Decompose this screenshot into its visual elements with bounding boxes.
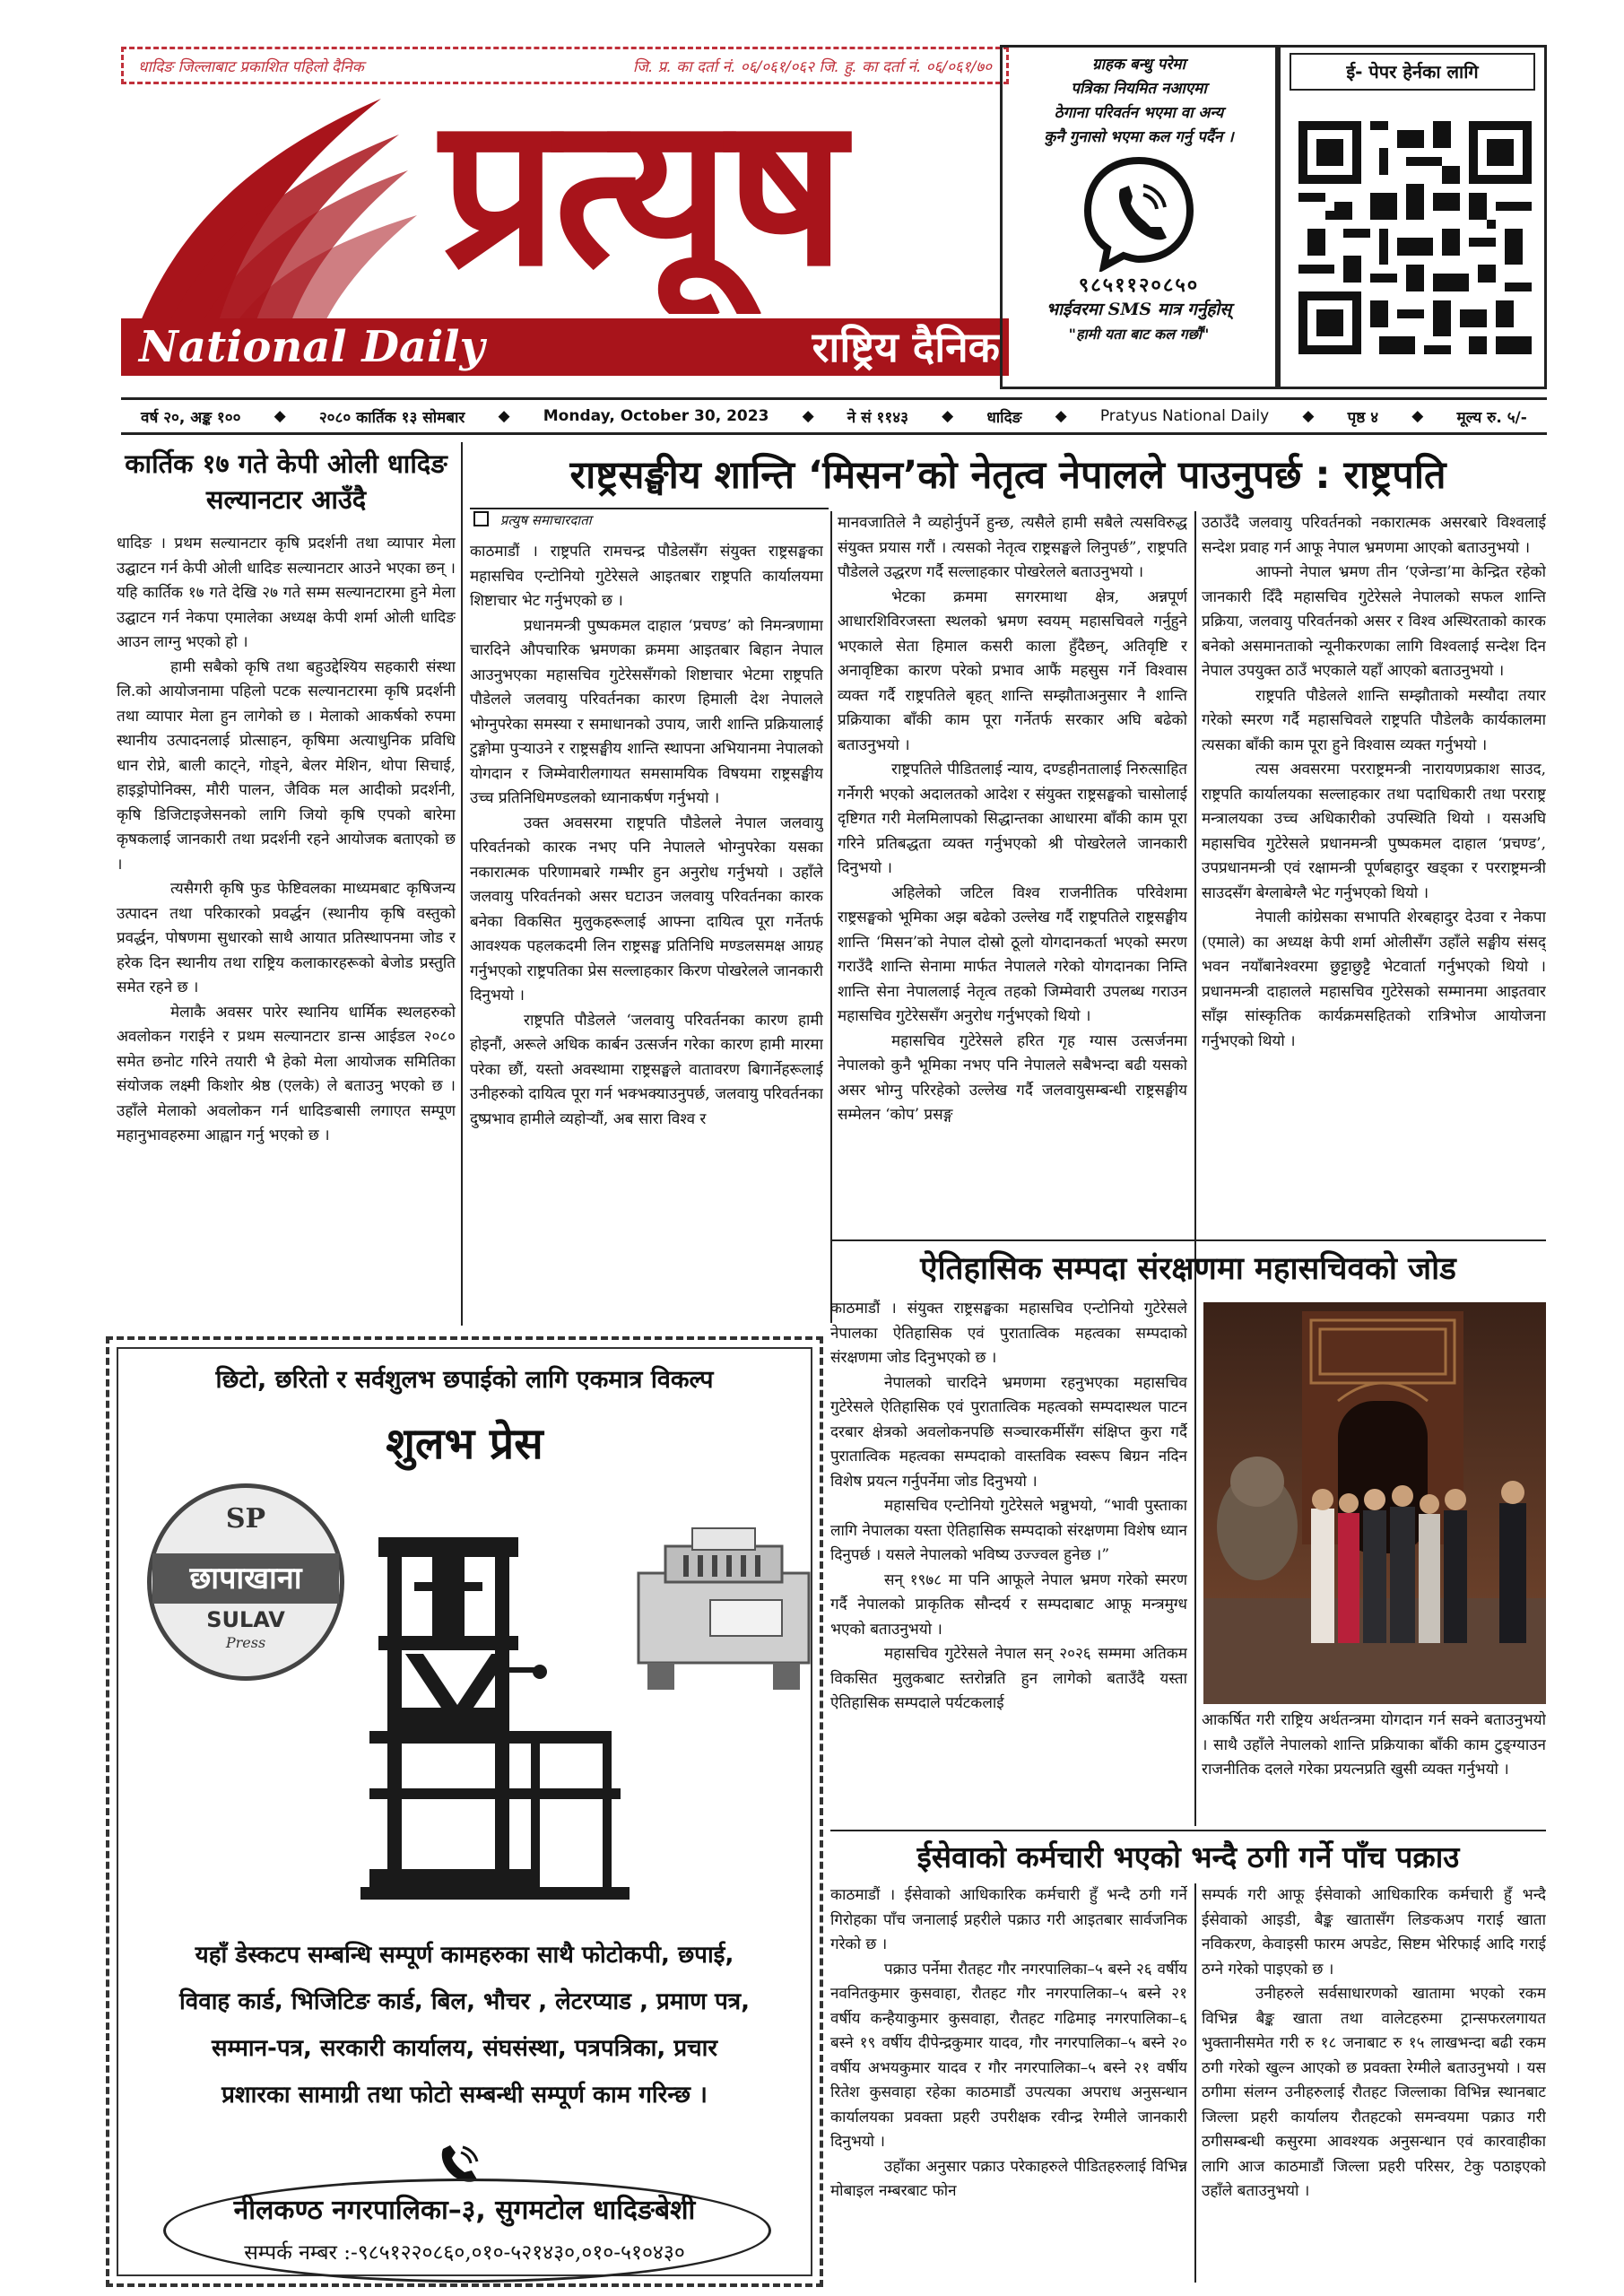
notice-sms: भाईवरमा SMS मात्र गर्नुहोस्: [1046, 300, 1232, 319]
main-story-col3: [1202, 511, 1546, 1326]
paragraph: सम्पर्क गरी आफू ईसेवाको आधिकारिक कर्मचारी हुँ भन्दै ईसेवाको आइडी, बैङ्क खातासँग लिङकअप गराई खाता नविकरण, केवाइसी फारम अपडेट, सिष्टम भेरिफाई आदि गराई ठग्ने गरेको पाइएको छ ।: [1202, 1886, 1546, 1979]
paragraph: पक्राउ पर्नेमा रौतहट गौर नगरपालिका–५ बस्ने २६ वर्षीय नवनितकुमार कुसवाहा, रौतहट गौर नगरपालिका–५ बस्ने २१ वर्षीय कन्हैयाकुमार कुसवाहा, रौतहट गढिमाइ नगरपालिका–६ बस्ने १९ वर्षीय दीपेन्द्रकुमार यादव, गौर नगरपालिका–५ बस्ने २० वर्षीय अभयकुमार यादव र गौर नगरपालिका–५ बस्ने २१ वर्षीय रितेश कुसवाहा रहेका काठमाडौं उपत्यका अपराध अनुसन्धान कार्यालयका प्रवक्ता प्रहरी उपरीक्षक रवीन्द्र रेग्मीले जानकारी दिनुभयो ।: [830, 1960, 1187, 2151]
headline-rule: [470, 508, 829, 509]
regline-right: जि. प्र. का दर्ता नं. ०६/०६१/०६२ जि. हु. का दर्ता नं. ०६/०६१/७०: [632, 57, 992, 76]
paragraph: काठमाडौं । ईसेवाको आधिकारिक कर्मचारी हुँ भन्दै ठगी गर्ने गिरोहका पाँच जनालाई प्रहरीले पक्राउ गरी आइतबार सार्वजनिक गरेको छ ।: [830, 1886, 1187, 1953]
column-divider: [1194, 1297, 1196, 1826]
dateline-price: मूल्य रु. ५/-: [1456, 408, 1527, 427]
dateline-bs-date: २०८० कार्तिक १३ सोमबार: [318, 408, 465, 427]
press-logo: [147, 1483, 344, 1681]
photo-illustration: [1203, 1302, 1546, 1704]
masthead-logo: [121, 73, 1009, 378]
ad-body-line: विवाह कार्ड, भिजिटिङ कार्ड, बिल, भौचर , लेटरप्याड , प्रमाण पत्र,: [179, 1988, 750, 2015]
heritage-photo: [1203, 1302, 1546, 1704]
paragraph: महासचिव गुटेरेसले नेपाल सन् २०२६ सम्ममा अतिकम विकसित मुलुकबाट स्तरोन्नति हुन लागेको बताउँदै यस्ता ऐतिहासिक सम्पदाले पर्यटकलाई: [830, 1645, 1187, 1712]
paragraph: त्यसैगरी कृषि फुड फेष्टिवलका माध्यमबाट कृषिजन्य उत्पादन तथा परिकारको प्रवर्द्धन (स्थानीय कृषि वस्तुको प्रवर्द्धन, पोषणमा सुधारको साथै आयात प्रतिस्थापनमा जोड र हरेक दिन स्थानीय तथा राष्ट्रिय कलाकारहरूको बेजोड प्रस्तुति समेत रहने छ ।: [117, 880, 456, 996]
notice-line: ठेगाना परिवर्तन भएमा वा अन्य: [1054, 104, 1224, 122]
dateline-paper-name: Pratyus National Daily: [1099, 407, 1270, 425]
dateline-place: धादिङ: [986, 408, 1022, 427]
notice-phone: ९८५११२०८५०: [1078, 274, 1200, 297]
printing-press-illustration: [334, 1519, 656, 1914]
paragraph: महासचिव एन्टोनियो गुटेरेसले भन्नुभयो, “भावी पुस्ताका लागि नेपालका यस्ता ऐतिहासिक सम्पदाको संरक्षणमा विशेष ध्यान दिनुपर्छ । यसले नेपालको भविष्य उज्ज्वल हुनेछ ।”: [830, 1497, 1187, 1564]
fraud-headline: ईसेवाको कर्मचारी भएको भन्दै ठगी गर्ने पाँच पक्राउ: [916, 1839, 1460, 1874]
offset-machine-illustration: [630, 1519, 818, 1699]
main-story-col1: [470, 540, 823, 1326]
notice-line: ग्राहक बन्धु परेमा: [1092, 56, 1185, 74]
paragraph: अहिलेको जटिल विश्व राजनीतिक परिवेशमा राष्ट्रसङ्घको भूमिका अझ बढेको उल्लेख गर्दै राष्ट्रपतिले राष्ट्रसङ्घीय शान्ति ‘मिसन’को नेपाल दोस्रो ठूलो योगदानकर्ता भएको स्मरण गराउँदै शान्ति सेनामा मार्फत नेपालले गरेको योगदानका निम्ति शान्ति सेना नेपाललाई नेतृत्व तहको जिम्मेवारी उपलब्ध गराउन महासचिव गुटेरेससँग अनुरोध गर्नुभएको थियो ।: [838, 883, 1187, 1025]
sulav-press-ad: [106, 1336, 823, 2287]
left-story-body: [117, 532, 456, 1319]
paragraph: त्यस अवसरमा परराष्ट्रमन्त्री नारायणप्रकाश साउद, राष्ट्रपति कार्यालयका सल्लाहकार तथा पदाधिकारी तथा परराष्ट्र मन्त्रालयका उच्च अधिकारीको उपस्थिति थियो । यसअघि महासचिव गुटेरेसले प्रधानमन्त्री पुष्पकमल दाहाल ‘प्रचण्ड’, उपप्रधानमन्त्री एवं रक्षामन्त्री पूर्णबहादुर खड्का र परराष्ट्रमन्त्री साउदसँग बेग्लाबेग्लै भेट गर्नुभएको थियो ।: [1202, 761, 1546, 902]
paragraph: राष्ट्रपतिले पीडितलाई न्याय, दण्डहीनतालाई निरुत्साहित गर्नेगरी भएको अदालतको आदेश र संयुक्त राष्ट्रसङ्घको चासोलाई दृष्टिगत गरी मेलमिलापको सिद्धान्तका आधारमा बाँकी काम पूरा गरिने प्रतिबद्धता व्यक्त गर्नुभएको श्री पोखरेलले जानकारी दिनुभयो ।: [838, 761, 1187, 877]
paragraph: आफ्नो नेपाल भ्रमण तीन ‘एजेन्डा’मा केन्द्रित रहेको जानकारी दिँदै महासचिव गुटेरेसले नेपालको सफल शान्ति प्रक्रिया, जलवायु परिवर्तनको असर र विश्व अस्थिरताको कारक बनेको असमानताको न्यूनीकरणका लागि विश्वलाई सन्देश दिन नेपाल उपयुक्त ठाउँ भएकाले यहाँ आएको बताउनुभयो ।: [1202, 563, 1546, 680]
notice-line: पत्रिका नियमित नआएमा: [1071, 80, 1207, 98]
column-divider: [1194, 1883, 1196, 2283]
paragraph: सन् १९७८ मा पनि आफूले नेपाल भ्रमण गरेको स्मरण गर्दै नेपालको प्राकृतिक सौन्दर्य र सम्पदाबाट आफू मन्त्रमुग्ध भएको बताउनुभयो ।: [830, 1570, 1187, 1639]
heritage-headline: ऐतिहासिक सम्पदा संरक्षणमा महासचिवको जोड: [920, 1251, 1456, 1287]
main-story-headline: राष्ट्रसङ्घीय शान्ति ‘मिसन’को नेतृत्व नेपालले पाउनुपर्छ : राष्ट्रपति: [569, 453, 1446, 498]
ad-body-line: प्रशारका सामाग्री तथा फोटो सम्बन्धी सम्पूर्ण काम गरिन्छ ।: [221, 2082, 708, 2109]
paragraph: मानवजातिले नै व्यहोर्नुपर्ने हुन्छ, त्यसैले हामी सबैले त्यसविरुद्ध संयुक्त प्रयास गरौं । त्यसको नेतृत्व राष्ट्रसङ्घले लिनुपर्छ”, राष्ट्रपति पौडेलले उद्धरण गर्दै सल्लाहकार पोखरेलले बताउनुभयो ।: [838, 514, 1187, 581]
ad-contact: सम्पर्क नम्बर :-९८५१२२०८६०,०१०-५२१४३०,०१०-५१०४३०: [244, 2241, 685, 2265]
paragraph: हामी सबैको कृषि तथा बहुउद्देश्यिय सहकारी संस्था लि.को आयोजनामा पहिलो पटक सल्यानटारमा कृषि प्रदर्शनी तथा व्यापार मेला हुन लागेको छ । मेलाको आकर्षको रुपमा स्थानीय उत्पादनलाई प्रोत्साहन, कृषिमा अत्याधुनिक प्रविधि धान रोप्ने, बाली काट्ने, गोड्ने, बेलर मेशिन, थोपा सिचाई, हाइड्रोपोनिक्स, मौरी पालन, जैविक मल आदीको प्रदर्शनी, कृषि डिजिटाइजेसनको लागि जियो कृषि एपको बारेमा कृषकलाई जानकारी तथा प्रदर्शनी रहने आयोजक बताएको छ ।: [117, 657, 456, 874]
dateline-page: पृष्ठ ४: [1347, 408, 1379, 427]
byline-text: प्रत्युष समाचारदाता: [499, 512, 592, 528]
qr-code-icon[interactable]: [1298, 121, 1532, 354]
paragraph: उहाँका अनुसार पक्राउ परेकाहरुले पीडितहरुलाई विभिन्न मोबाइल नम्बरबाट फोन: [830, 2157, 1187, 2200]
paragraph: भेटका क्रममा सगरमाथा क्षेत्र, अन्नपूर्ण आधारशिविरजस्ता स्थलको भ्रमण स्वयम् महासचिवले गर्नुहुने भएकाले सेता हिमाल कसरी काला हुँदैछन्, अतिवृष्टि र अनावृष्टिका कारण परेको प्रभाव आफैं महसुस गर्ने विश्वास व्यक्त गर्दै राष्ट्रपतिले बृहत् शान्ति सम्झौताअनुसार नै शान्ति प्रक्रियाका बाँकी काम पूरा गर्नेतर्फ सरकार अघि बढेको बताउनुभयो ।: [838, 587, 1187, 754]
paragraph: प्रधानमन्त्री पुष्पकमल दाहाल ‘प्रचण्ड’ को निमन्त्रणामा चारदिने औपचारिक भ्रमणका क्रममा आइतबार बिहान नेपाल आउनुभएका महासचिव गुटेरेससँगको शिष्टाचार भेटमा राष्ट्रपति पौडेलले जलवायु परिवर्तनका कारण हिमाली देश नेपालले भोग्नुपरेका समस्या र समाधानको उपाय, जारी शान्ति प्रक्रियालाई टुङ्गोमा पुऱ्याउने र राष्ट्रसङ्घीय शान्ति स्थापना अभियानमा नेपालको योगदान र जिम्मेवारीलगायत समसामयिक विषयमा राष्ट्रसङ्घीय उच्च प्रतिनिधिमण्डलको ध्यानाकर्षण गर्नुभयो ।: [470, 616, 823, 807]
column-divider: [830, 511, 832, 1323]
paragraph: राष्ट्रपति पौडेलले शान्ति सम्झौताको मस्यौदा तयार गरेको स्मरण गर्दै महासचिवले राष्ट्रपति पौडेलकै कार्यकालमा त्यसका बाँकी काम पूरा हुने विश्वास व्यक्त गर्नुभयो ।: [1202, 686, 1546, 754]
logo-np-band: छापाखाना: [152, 1553, 339, 1604]
paragraph: आकर्षित गरी राष्ट्रिय अर्थतन्त्रमा योगदान गर्न सक्ने बताउनुभयो । साथै उहाँले नेपालको शान्ति प्रक्रियाका बाँकी काम टुङ्ग्याउन राजनीतिक दलले गरेका प्रयत्नप्रति खुसी व्यक्त गर्नुभयो ।: [1202, 1711, 1546, 1779]
ad-address: नीलकण्ठ नगरपालिका–३, सुगमटोल धादिङबेशी: [233, 2195, 696, 2226]
ad-body-line: यहाँ डेस्कटप सम्बन्धि सम्पूर्ण कामहरुका साथै फोटोकपी, छपाई,: [195, 1942, 734, 1969]
ad-top-line: छिटो, छरितो र सर्वशुलभ छपाईको लागि एकमात्र विकल्प: [215, 1366, 714, 1394]
dateline-nepal-sambat: ने सं ११४३: [847, 408, 908, 427]
column-divider: [461, 442, 463, 1326]
paragraph: नेपाली कांग्रेसका सभापति शेरबहादुर देउवा र नेकपा (एमाले) का अध्यक्ष केपी शर्मा ओलीसँग उहाँले सङ्घीय संसद् भवन नयाँबानेश्वरमा छुट्टाछुट्टै भेटवार्ता गर्नुभएको थियो । प्रधानमन्त्री दाहालले महासचिव गुटेरेसको सम्मानमा आइतवार साँझ सांस्कृतिक कार्यक्रमसहितको रात्रिभोज आयोजना गर्नुभएको थियो ।: [1202, 909, 1546, 1050]
paragraph: धादिङ । प्रथम सल्यानटार कृषि प्रदर्शनी तथा व्यापार मेला उद्घाटन गर्न केपी ओली धादिङ सल्यानटार आउने भएका छन् । यहि कार्तिक १७ गते देखि २७ गते सम्म सल्यानटारमा हुने मेला उद्घाटन गर्न नेकपा एमालेका अध्यक्ष केपी शर्मा ओली धादिङ आउन लाग्नु भएको हो ।: [117, 535, 456, 651]
ad-body: [127, 1932, 802, 2118]
notice-box: [1000, 45, 1278, 389]
column-divider: [1194, 511, 1196, 1323]
paragraph: महासचिव गुटेरेसले हरित गृह ग्यास उत्सर्जनमा नेपालको कुनै भूमिका नभए पनि नेपालले सबैभन्दा बढी यसको असर भोग्नु परिरहेको उल्लेख गर्दै जलवायुसम्बन्धी राष्ट्रसङ्घीय सम्मेलन ‘कोप’ प्रसङ्ग: [838, 1031, 1187, 1124]
left-story: [117, 442, 456, 1326]
dateline-ad-date: Monday, October 30, 2023: [543, 407, 769, 425]
section-rule: [830, 1239, 1546, 1241]
epaper-box: [1278, 45, 1547, 389]
paragraph: काठमाडौं । संयुक्त राष्ट्रसङ्घका महासचिव एन्टोनियो गुटेरेसले नेपालका ऐतिहासिक एवं पुरातात्विक महत्वका सम्पदाको संरक्षणमा जोड दिनुभएको छ ।: [830, 1300, 1187, 1367]
logo-sp: SP: [225, 1503, 266, 1535]
paragraph: नेपालको चारदिने भ्रमणमा रहनुभएका महासचिव गुटेरेसले ऐतिहासिक एवं पुरातात्विक महत्वको सम्पदास्थल पाटन दरबार क्षेत्रको अवलोकनपछि सञ्चारकर्मीसँग संक्षिप्त कुरा गर्दै पुरातात्विक महत्वका सम्पदाको वास्तविक स्वरूप बिग्रन नदिन विशेष प्रयत्न गर्नुपर्नेमा जोड दिनुभयो ।: [830, 1373, 1187, 1491]
logo-main-text: प्रत्यूष: [440, 73, 842, 312]
logo-en-text: National Daily: [139, 322, 485, 372]
ad-title: शुलभ प्रेस: [386, 1419, 543, 1469]
left-story-headline: कार्तिक १७ गते केपी ओली धादिङ सल्यानटार आउँदै: [125, 448, 447, 515]
fraud-col2: [1202, 1883, 1546, 2285]
regline-left: धादिङ जिल्लाबाट प्रकाशित पहिलो दैनिक: [138, 57, 364, 76]
logo-en: SULAV: [206, 1607, 285, 1632]
notice-tagline: "हामी यता बाट कल गर्छौं": [1068, 326, 1210, 343]
section-rule: [830, 1830, 1546, 1831]
main-story-byline: [473, 511, 832, 535]
fraud-col1: [830, 1883, 1187, 2285]
paragraph: उनीहरुले सर्वसाधारणको खातामा भएको रकम विभिन्न बैङ्क खाता तथा वालेटहरुमा ट्रान्सफरलगायत भुक्तानीसमेत गरी रु १८ जनाबाट रु १५ लाखभन्दा बढी रकम ठगी गरेको खुल्न आएको छ प्रवक्ता रेग्मीले बताउनुभयो । यस ठगीमा संलग्न उनीहरुलाई रौतहट जिल्लाका विभिन्न स्थानबाट जिल्ला प्रहरी कार्यालय रौतहटको समन्वयमा पक्राउ गरी ठगीसम्बन्धी कसुरमा आवश्यक अनुसन्धान एवं कारवाहीका लागि आज काठमाडौं जिल्ला प्रहरी परिसर, टेकु पठाइएको उहाँले बताउनुभयो ।: [1202, 1985, 1546, 2200]
paragraph: काठमाडौं । राष्ट्रपति रामचन्द्र पौडेलसँग संयुक्त राष्ट्रसङ्घका महासचिव एन्टोनियो गुटेरेसले आइतबार राष्ट्रपति कार्यालयमा शिष्टाचार भेट गर्नुभएको छ ।: [470, 543, 823, 610]
logo-np-text: राष्ट्रिय दैनिक: [812, 323, 1000, 371]
paragraph: उठाउँदै जलवायु परिवर्तनको नकारात्मक असरबारे विश्वलाई सन्देश प्रवाह गर्न आफू नेपाल भ्रमणमा आएको बताउनुभयो ।: [1202, 514, 1546, 557]
ad-body-line: सम्मान-पत्र, सरकारी कार्यालय, संघसंस्था, पत्रपत्रिका, प्रचार: [211, 2035, 718, 2062]
paragraph: राष्ट्रपति पौडेलले ‘जलवायु परिवर्तनका कारण हामी होइनौं, अरूले अधिक कार्बन उत्सर्जन गरेका कारण हामी मारमा परेका छौं, यस्तो अवस्थामा राष्ट्रसङ्घले वातावरण बिगार्नेहरूलाई उनीहरुको दायित्व पूरा गर्न भक्भक्याउनुपर्छ, जलवायु परिवर्तनका दुष्प्रभाव हामीले व्यहोर्‍यौं, अब सारा विश्व र: [470, 1011, 823, 1128]
paragraph: मेलाकै अवसर पारेर स्थानिय धार्मिक स्थलहरुको अवलोकन गराईने र प्रथम सल्यानटार डान्स आईडल २०८० समेत छनोट गरिने तयारी भै हेको मेला आयोजक समितिका संयोजक लक्ष्मी किशोर श्रेष्ठ (एलके) ले बताउनु भएको छ । उहाँले मेलाको अवलोकन गर्न धादिङबासी लगाएत सम्पूण महानुभावहरुमा आह्वान गर्नु भएको छ ।: [117, 1003, 456, 1144]
byline-box-icon: [473, 511, 489, 526]
heritage-col1: [830, 1297, 1187, 1826]
paragraph: उक्त अवसरमा राष्ट्रपति पौडेलले नेपाल जलवायु परिवर्तनको कारक नभए पनि नेपालले भोग्नुपरेका यसका नकारात्मक परिणामबारे गम्भीर हुन अनुरोध गर्नुभयो । उहाँले जलवायु परिवर्तनको असर घटाउन जलवायु परिवर्तनका कारक बनेका विकसित मुलुकहरूलाई आफ्ना दायित्व पूरा गर्नेतर्फ आवश्यक पहलकदमी लिन राष्ट्रसङ्घ प्रतिनिधि मण्डलसमक्ष आग्रह गर्नुभएको राष्ट्रपतिका प्रेस सल्लाहकार किरण पोखरेलले जानकारी दिनुभयो ।: [470, 813, 823, 1004]
logo-sub: Press: [225, 1634, 266, 1651]
epaper-label: ई- पेपर हेर्नका लागि: [1290, 53, 1535, 91]
heritage-col2: [1202, 1709, 1546, 1826]
notice-line: कुनै गुनासो भएमा कल गर्नु पर्दैन ।: [1044, 128, 1234, 146]
dateline-bar: वर्ष २०, अङ्क १०० ◆ २०८० कार्तिक १३ सोमबार ◆ Monday, October 30, 2023 ◆ ने सं ११४३ ◆ धादिङ ◆ Pratyus National Daily ◆ पृष्ठ ४ ◆ मूल्य रु. ५/-: [121, 397, 1547, 435]
main-story-col2: [838, 511, 1187, 1326]
viber-phone-icon: [1081, 155, 1197, 272]
dateline-volume: वर्ष २०, अङ्क १००: [141, 408, 241, 427]
